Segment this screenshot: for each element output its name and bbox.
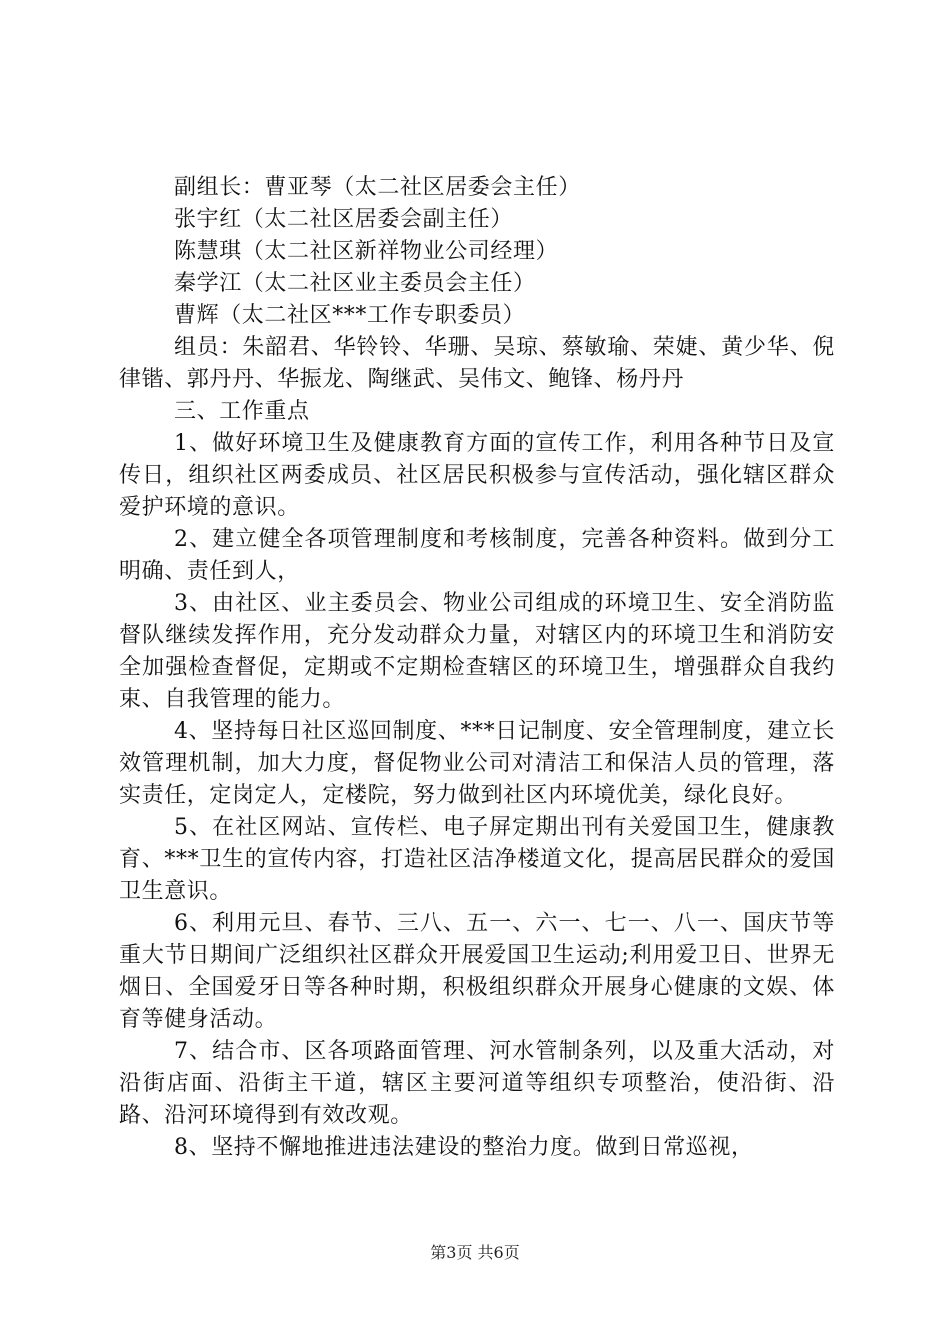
paragraph-deputy-leader: 副组长：曹亚琴（太二社区居委会主任） [174, 175, 581, 200]
paragraph-member-zhang: 张宇红（太二社区居委会副主任） [174, 207, 514, 232]
paragraph-member-qin: 秦学江（太二社区业主委员会主任） [174, 271, 536, 296]
page-number: 第3页 共6页 [430, 1243, 520, 1262]
paragraph-item-1: 1、做好环境卫生及健康教育方面的宣传工作，利用各种节日及宣传日，组织社区两委成员、社区居民积极参与宣传活动，强化辖区群众爱护环境的意识。 [119, 431, 835, 520]
paragraph-item-7: 7、结合市、区各项路面管理、河水管制条列，以及重大活动，对沿街店面、沿街主干道，辖区主要河道等组织专项整治，使沿街、沿路、沿河环境得到有效改观。 [119, 1039, 835, 1128]
paragraph-item-4: 4、坚持每日社区巡回制度、***日记制度、安全管理制度，建立长效管理机制，加大力度，督促物业公司对清洁工和保洁人员的管理，落实责任，定岗定人，定楼院，努力做到社区内环境优美，绿化良好。 [119, 719, 835, 808]
page-footer [0, 1243, 950, 1263]
paragraph-item-6: 6、利用元旦、春节、三八、五一、六一、七一、八一、国庆节等重大节日期间广泛组织社区群众开展爱国卫生运动;利用爱卫日、世界无烟日、全国爱牙日等各种时期，积极组织群众开展身心健康的文娱、体育等健身活动。 [119, 911, 835, 1032]
paragraph-item-2: 2、建立健全各项管理制度和考核制度，完善各种资料。做到分工明确、责任到人， [119, 527, 835, 584]
document-body [119, 172, 835, 1164]
paragraph-member-cao: 曹辉（太二社区***工作专职委员） [174, 303, 526, 328]
paragraph-group-members: 组员：朱韶君、华铃铃、华珊、吴琼、蔡敏瑜、荣婕、黄少华、倪律锴、郭丹丹、华振龙、陶继武、吴伟文、鲍锋、杨丹丹 [119, 335, 835, 392]
paragraph-item-3: 3、由社区、业主委员会、物业公司组成的环境卫生、安全消防监督队继续发挥作用，充分发动群众力量，对辖区内的环境卫生和消防安全加强检查督促，定期或不定期检查辖区的环境卫生，增强群众自我约束、自我管理的能力。 [119, 591, 835, 712]
section-heading-work-focus: 三、工作重点 [174, 399, 310, 424]
paragraph-item-5: 5、在社区网站、宣传栏、电子屏定期出刊有关爱国卫生，健康教育、***卫生的宣传内容，打造社区洁净楼道文化，提高居民群众的爱国卫生意识。 [119, 815, 835, 904]
paragraph-member-chen: 陈慧琪（太二社区新祥物业公司经理） [174, 239, 559, 264]
paragraph-item-8: 8、坚持不懈地推进违法建设的整治力度。做到日常巡视， [174, 1135, 754, 1160]
